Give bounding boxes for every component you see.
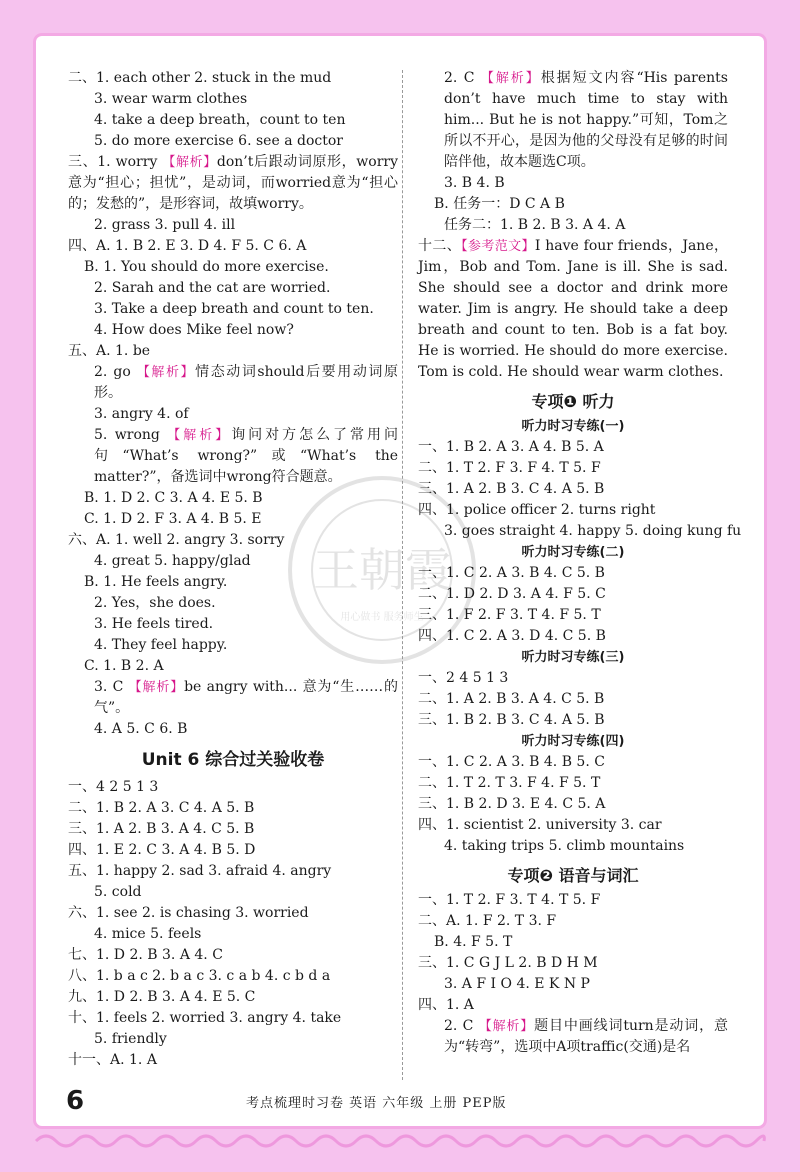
answer-text: 五、A. 1. be xyxy=(68,343,151,359)
answer-line xyxy=(68,152,398,215)
answer-text: 五、1. happy 2. sad 3. afraid 4. angry xyxy=(68,863,332,879)
answer-line xyxy=(418,932,728,953)
answer-line xyxy=(418,668,728,689)
answer-text: 十、1. feels 2. worried 3. angry 4. take xyxy=(68,1010,342,1026)
answer-text: 3. C xyxy=(94,679,129,695)
answer-text: 三、1. A 2. B 3. A 4. C 5. B xyxy=(68,821,255,837)
answer-line xyxy=(68,987,398,1008)
unit-title: Unit 6 综合过关验收卷 xyxy=(141,750,325,770)
answer-line xyxy=(68,131,398,152)
answer-text: 二、1. B 2. A 3. C 4. A 5. B xyxy=(68,800,255,816)
answer-text: 三、1. worry xyxy=(68,154,163,170)
answer-line xyxy=(68,215,398,236)
answer-line xyxy=(68,425,398,488)
analysis-text: I have four friends，Jane，Jim，Bob and Tom. Jane is ill. She is sad. She should see a doctor and drink more water. Jim is angry. He should take a deep breath and count to ten. Bob is a fat boy. He is worried. He should do more exercise. Tom is cold. He should wear warm clothes. xyxy=(418,238,728,380)
answer-text: 2. Sarah and the cat are worried. xyxy=(94,280,331,296)
answer-line xyxy=(418,710,728,731)
practice-title-4: 听力时习专练(四) xyxy=(521,734,625,749)
left-answer-lines xyxy=(68,68,398,740)
answer-line xyxy=(418,626,728,647)
answer-text: 一、4 2 5 1 3 xyxy=(68,779,159,795)
answer-line xyxy=(68,299,398,320)
answer-text: 四、1. police officer 2. turns right xyxy=(418,502,656,518)
answer-line xyxy=(68,719,398,740)
section-listening-title: 专项❶ 听力 xyxy=(531,392,615,411)
answer-text: 2. grass 3. pull 4. ill xyxy=(94,217,236,233)
answer-line xyxy=(418,68,728,173)
answer-line xyxy=(418,173,728,194)
answer-text: 六、1. see 2. is chasing 3. worried xyxy=(68,905,309,921)
answer-text: 二、1. D 2. D 3. A 4. F 5. C xyxy=(418,586,606,602)
answer-text: 5. wrong xyxy=(94,427,168,443)
answer-text: 3. angry 4. of xyxy=(94,406,189,422)
answer-text: 三、1. B 2. B 3. C 4. A 5. B xyxy=(418,712,605,728)
answer-text: 5. friendly xyxy=(94,1031,167,1047)
answer-text: 任务二：1. B 2. B 3. A 4. A xyxy=(444,217,626,233)
answer-line xyxy=(68,1029,398,1050)
answer-line xyxy=(68,278,398,299)
bottom-wave-border xyxy=(0,1126,800,1156)
answer-text: C. 1. D 2. F 3. A 4. B 5. E xyxy=(84,511,262,527)
answer-text: 三、1. B 2. D 3. E 4. C 5. A xyxy=(418,796,606,812)
answer-text: 十二、 xyxy=(418,238,462,254)
answer-text: 三、1. C G J L 2. B D H M xyxy=(418,955,598,971)
answer-line xyxy=(68,110,398,131)
answer-line xyxy=(68,488,398,509)
answer-line xyxy=(68,777,398,798)
answer-line xyxy=(418,1016,728,1058)
answer-line xyxy=(68,614,398,635)
answer-text: 3. B 4. B xyxy=(444,175,505,191)
answer-line xyxy=(68,945,398,966)
answer-line xyxy=(68,530,398,551)
answer-line xyxy=(68,861,398,882)
practice-1-answers xyxy=(418,437,742,542)
practice-2-answers xyxy=(418,563,728,647)
practice-3-answers xyxy=(418,668,728,731)
analysis-tag: 【解析】 xyxy=(128,680,185,695)
analysis-tag: 【解析】 xyxy=(162,155,217,170)
answer-text: 二、1. T 2. T 3. F 4. F 5. T xyxy=(418,775,601,791)
analysis-tag: 【解析】 xyxy=(480,71,541,86)
answer-text: 4. take a deep breath，count to ten xyxy=(94,112,346,128)
answer-text: 三、1. A 2. B 3. C 4. A 5. B xyxy=(418,481,605,497)
answer-text: 一、2 4 5 1 3 xyxy=(418,670,509,686)
analysis-text: 情态动词should后要用动词原形。 xyxy=(94,364,398,401)
answer-line xyxy=(68,924,398,945)
answer-text: 一、1. C 2. A 3. B 4. B 5. C xyxy=(418,754,605,770)
answer-text: 十一、A. 1. A xyxy=(68,1052,157,1068)
answer-text: 三、1. F 2. F 3. T 4. F 5. T xyxy=(418,607,601,623)
answer-line xyxy=(68,882,398,903)
practice-4-answers xyxy=(418,752,728,857)
left-column xyxy=(68,68,398,1071)
answer-line xyxy=(418,458,728,479)
answer-text: B. 1. You should do more exercise. xyxy=(84,259,329,275)
answer-line xyxy=(418,836,728,857)
answer-line xyxy=(418,794,728,815)
analysis-text: be angry with... 意为“生……的气”。 xyxy=(94,679,398,716)
answer-line xyxy=(68,656,398,677)
svg-text:用心做书 服务师生: 用心做书 服务师生 xyxy=(340,612,424,623)
answer-line xyxy=(418,890,728,911)
answer-line xyxy=(418,605,728,626)
analysis-text: don’t后跟动词原形，worry意为“担心；担忧”，是动词，而worried意为“担心的；发愁的”，是形容词，故填worry。 xyxy=(68,154,398,212)
answer-text: 5. cold xyxy=(94,884,142,900)
answer-text: 四、1. scientist 2. university 3. car xyxy=(418,817,662,833)
answer-line xyxy=(418,773,728,794)
svg-text:王朝霞: 王朝霞 xyxy=(313,543,451,597)
answer-text: 四、1. E 2. C 3. A 4. B 5. D xyxy=(68,842,256,858)
answer-text: 四、1. C 2. A 3. D 4. C 5. B xyxy=(418,628,606,644)
answer-line xyxy=(68,362,398,404)
answer-line xyxy=(418,194,728,215)
answer-text: 四、1. A xyxy=(418,997,474,1013)
answer-line xyxy=(68,257,398,278)
answer-line xyxy=(418,815,728,836)
answer-text: 二、1. each other 2. stuck in the mud xyxy=(68,70,332,86)
answer-text: 一、1. C 2. A 3. B 4. C 5. B xyxy=(418,565,605,581)
answer-line xyxy=(418,911,728,932)
answer-text: 3. goes straight 4. happy 5. doing kung fu xyxy=(444,523,742,539)
answer-text: 4. mice 5. feels xyxy=(94,926,202,942)
answer-line xyxy=(418,236,728,383)
answer-text: B. 任务一：D C A B xyxy=(434,196,565,212)
section-phonics-vocab-title: 专项❷ 语音与词汇 xyxy=(507,866,639,885)
analysis-tag: 【解析】 xyxy=(136,365,196,380)
phonics-vocab-answers xyxy=(418,890,728,1058)
answer-line xyxy=(68,404,398,425)
column-divider xyxy=(402,70,403,1080)
answer-line xyxy=(68,1008,398,1029)
answer-text: 九、1. D 2. B 3. A 4. E 5. C xyxy=(68,989,256,1005)
page-number: 6 xyxy=(66,1086,85,1116)
answer-line xyxy=(418,953,728,974)
answer-line xyxy=(68,572,398,593)
answer-text: 2. go xyxy=(94,364,137,380)
answer-line xyxy=(68,819,398,840)
answer-text: 4. taking trips 5. climb mountains xyxy=(444,838,685,854)
answer-text: 4. great 5. happy/glad xyxy=(94,553,251,569)
right-answer-lines xyxy=(418,68,728,383)
answer-text: 3. A F I O 4. E K N P xyxy=(444,976,590,992)
analysis-text: 询问对方怎么了常用问句“What’s wrong?”或“What’s the matter?”，备选词中wrong符合题意。 xyxy=(94,427,398,485)
practice-title-2: 听力时习专练(二) xyxy=(521,545,625,560)
practice-title-1: 听力时习专练(一) xyxy=(521,419,625,434)
answer-line xyxy=(68,341,398,362)
answer-line xyxy=(418,479,728,500)
answer-line xyxy=(418,689,728,710)
answer-text: 四、A. 1. B 2. E 3. D 4. F 5. C 6. A xyxy=(68,238,307,254)
footer-text: 考点梳理时习卷 英语 六年级 上册 PEP版 xyxy=(246,1096,507,1111)
analysis-tag: 【解析】 xyxy=(478,1019,535,1034)
answer-line xyxy=(68,1050,398,1071)
answer-line xyxy=(418,500,728,521)
analysis-text: 根据短文内容“His parents don’t have much time to stay with him... But he is not happy.”可知，Tom之所以不开心，是因为他的父母没有足够的时间陪伴他，故本题选C项。 xyxy=(444,70,728,170)
answer-line xyxy=(68,966,398,987)
answer-line xyxy=(68,551,398,572)
answer-line xyxy=(418,752,728,773)
answer-line xyxy=(68,798,398,819)
answer-text: B. 1. He feels angry. xyxy=(84,574,228,590)
answer-line xyxy=(68,236,398,257)
analysis-tag: 【解析】 xyxy=(167,428,232,443)
answer-line xyxy=(68,509,398,530)
answer-line xyxy=(418,584,728,605)
answer-text: B. 1. D 2. C 3. A 4. E 5. B xyxy=(84,490,263,506)
analysis-text: 题目中画线词turn是动词，意为“转弯”，选项中A项traffic(交通)是名 xyxy=(444,1018,728,1055)
answer-text: 4. They feel happy. xyxy=(94,637,228,653)
answer-text: 3. wear warm clothes xyxy=(94,91,248,107)
answer-text: 3. Take a deep breath and count to ten. xyxy=(94,301,374,317)
answer-text: 二、1. A 2. B 3. A 4. C 5. B xyxy=(418,691,605,707)
answer-line xyxy=(68,677,398,719)
answer-line xyxy=(418,437,728,458)
answer-text: 一、1. B 2. A 3. A 4. B 5. A xyxy=(418,439,604,455)
answer-line xyxy=(68,68,398,89)
answer-text: 八、1. b a c 2. b a c 3. c a b 4. c b d a xyxy=(68,968,331,984)
answer-text: 5. do more exercise 6. see a doctor xyxy=(94,133,343,149)
answer-line xyxy=(68,903,398,924)
answer-line xyxy=(418,563,728,584)
answer-line xyxy=(418,995,728,1016)
answer-text: 4. A 5. C 6. B xyxy=(94,721,188,737)
answer-line xyxy=(68,840,398,861)
answer-line xyxy=(418,215,728,236)
answer-text: 4. How does Mike feel now? xyxy=(94,322,294,338)
answer-text: 3. He feels tired. xyxy=(94,616,214,632)
analysis-tag: 【参考范文】 xyxy=(461,239,535,254)
answer-line xyxy=(68,89,398,110)
answer-text: 2. Yes，she does. xyxy=(94,595,216,611)
answer-line xyxy=(68,593,398,614)
practice-title-3: 听力时习专练(三) xyxy=(521,650,625,665)
answer-text: 七、1. D 2. B 3. A 4. C xyxy=(68,947,223,963)
answer-text: 2. C xyxy=(444,70,481,86)
answer-text: C. 1. B 2. A xyxy=(84,658,164,674)
answer-text: 2. C xyxy=(444,1018,479,1034)
answer-text: 六、A. 1. well 2. angry 3. sorry xyxy=(68,532,285,548)
answer-line xyxy=(68,635,398,656)
answer-text: 二、1. T 2. F 3. F 4. T 5. F xyxy=(418,460,601,476)
answer-text: 二、A. 1. F 2. T 3. F xyxy=(418,913,557,929)
answer-line xyxy=(68,320,398,341)
answer-text: 一、1. T 2. F 3. T 4. T 5. F xyxy=(418,892,601,908)
unit6-answer-lines xyxy=(68,777,398,1071)
answer-text: B. 4. F 5. T xyxy=(434,934,513,950)
answer-line xyxy=(418,974,728,995)
right-column xyxy=(418,68,742,1058)
answer-line xyxy=(418,521,742,542)
